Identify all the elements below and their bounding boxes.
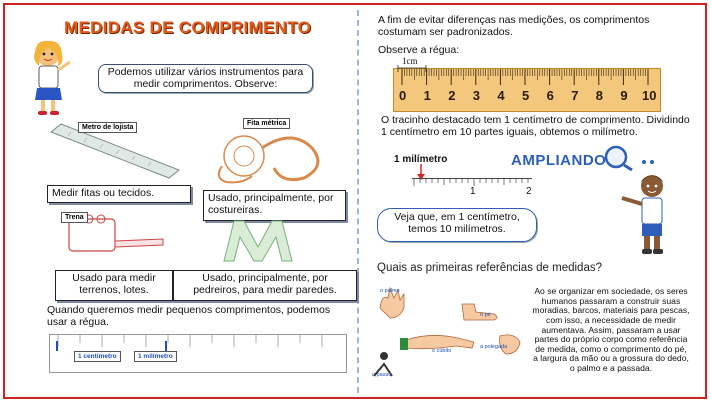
mm-bubble: Veja que, em 1 centímetro, temos 10 milímetros. <box>377 208 537 242</box>
ruler-label-cm: 1 centímetro <box>74 351 121 362</box>
ruler-number: 5 <box>522 88 530 103</box>
label-polegada: a polegada <box>480 344 508 350</box>
girl-illustration <box>24 38 76 120</box>
zoom-ruler <box>412 178 532 201</box>
observe-text: Observe a régua: <box>378 44 460 56</box>
bottom-text: Quando queremos medir pequenos comprimentos, podemos usar a régua. <box>47 304 331 329</box>
small-ruler <box>49 334 347 373</box>
caption-trena: Usado para medir terrenos, lotes. <box>55 270 173 301</box>
caption-shop-meter: Medir fitas ou tecidos. <box>47 185 191 203</box>
intro-bubble: Podemos utilizar vários instrumentos para medir comprimentos. Observe: <box>98 64 313 93</box>
ruler-number: 8 <box>595 88 604 103</box>
label-passo: o passo <box>372 372 392 378</box>
main-ruler <box>393 68 661 112</box>
ruler-label-mm: 1 milímetro <box>134 351 177 362</box>
ruler-number: 10 <box>642 88 657 103</box>
boy-illustration <box>620 172 680 256</box>
label-shop-meter: Metro de lojista <box>78 122 137 133</box>
ruler-number: 3 <box>472 88 481 103</box>
explanation: O tracinho destacado tem 1 centímetro de comprimento. Dividindo 1 centímetro em 10 partes iguais, obtemos o milímetro. <box>381 114 690 139</box>
ampliando-title: AMPLIANDO <box>511 152 607 169</box>
caption-folding-ruler: Usado, principalmente, por pedreiros, para medir paredes. <box>173 270 357 301</box>
ruler-number: 9 <box>620 88 628 103</box>
ruler-number: 0 <box>399 88 407 103</box>
ruler-1cm-bracket <box>397 64 427 72</box>
ruler-number: 7 <box>571 88 579 103</box>
ruler-number: 2 <box>448 88 456 103</box>
body-parts-illustration <box>370 284 530 384</box>
zoom-ruler-num-2: 2 <box>526 186 532 197</box>
label-trena: Trena <box>61 212 88 223</box>
ruler-number: 1 <box>423 88 431 103</box>
page-title: MEDIDAS DE COMPRIMENTO <box>64 18 312 37</box>
label-palmo: o palmo <box>380 288 400 294</box>
history-paragraph: Ao se organizar em sociedade, os seres humanos passaram a construir suas moradias, barcos, materiais para pescas, com isso, a necessidade de medir aumentava. Assim, passaram a usar partes do próprio corpo como referência de medida, como o comprimento do pé, a largura da mão ou a grossura do dedo, o palmo e a passada. <box>532 286 690 373</box>
zoom-ruler-num-1: 1 <box>470 186 476 197</box>
ruler-1cm-label: 1cm <box>402 56 418 66</box>
mm-label: 1 milímetro <box>394 154 448 165</box>
column-divider <box>357 10 359 393</box>
folding-ruler-illustration <box>218 217 298 263</box>
right-intro: A fim de evitar diferenças nas medições, os comprimentos costumam ser padronizados. <box>378 14 650 39</box>
question: Quais as primeiras referências de medidas? <box>377 262 602 274</box>
caption-tape-measure: Usado, principalmente, por costureiras. <box>203 190 346 221</box>
ruler-number: 4 <box>497 88 505 103</box>
ruler-number: 6 <box>546 88 554 103</box>
label-pe: o pé <box>480 312 491 318</box>
body-parts-drawing <box>370 284 530 384</box>
label-tape-measure: Fita métrica <box>243 118 290 129</box>
magnifier-icon <box>604 145 664 171</box>
label-cubito: o cúbito <box>432 348 452 354</box>
